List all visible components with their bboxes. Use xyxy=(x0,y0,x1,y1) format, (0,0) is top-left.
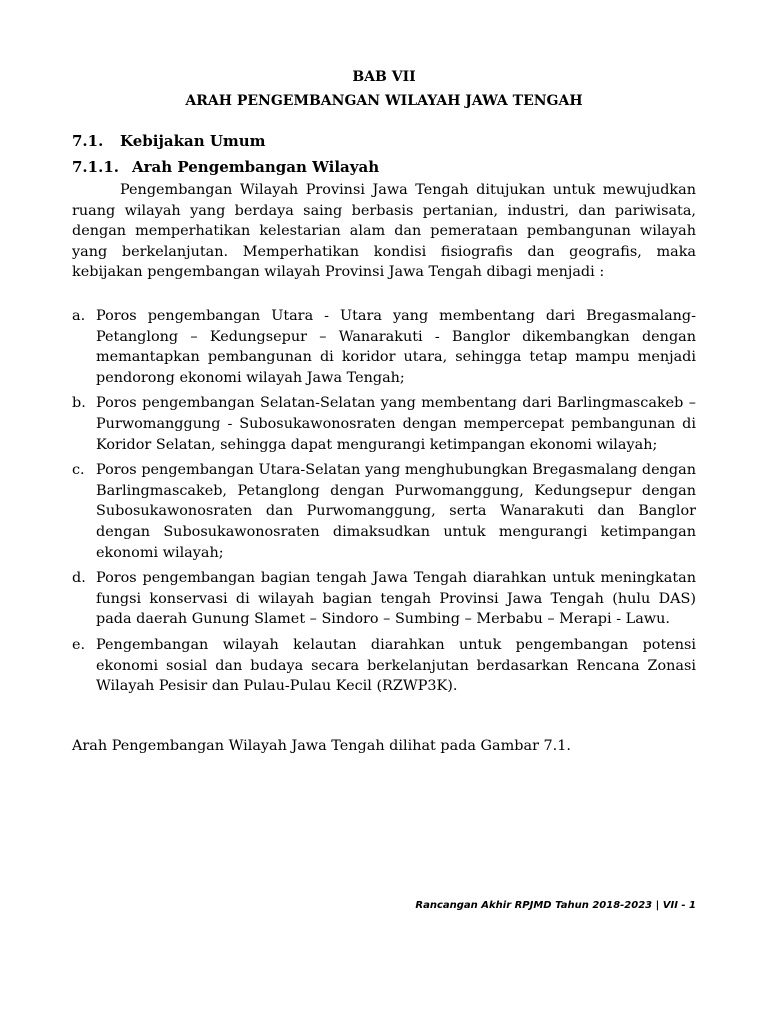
list-item xyxy=(72,568,696,630)
page-footer: Rancangan Akhir RPJMD Tahun 2018-2023 | VII - 1 xyxy=(415,900,696,911)
policy-list xyxy=(72,306,696,702)
chapter-number: BAB VII xyxy=(352,69,416,85)
list-item-text: Pengembangan wilayah kelautan diarahkan untuk pengembangan potensi ekonomi sosial dan budaya secara berkelanjutan berdasarkan Rencana Zonasi Wilayah Pesisir dan Pulau-Pulau Kecil (RZWP3K). xyxy=(96,636,696,695)
list-item-marker: e. xyxy=(72,636,86,653)
list-item-marker: c. xyxy=(72,462,85,479)
chapter-title: ARAH PENGEMBANGAN WILAYAH JAWA TENGAH xyxy=(185,93,583,109)
subsection-title: Arah Pengembangan Wilayah xyxy=(132,158,380,176)
intro-paragraph: Pengembangan Wilayah Provinsi Jawa Tengah ditujukan untuk mewujudkan ruang wilayah yang berdaya saing berbasis pertanian, industri, dan pariwisata, dengan memperhatikan kelestarian alam dan pemerataan pembangunan wilayah yang berkelanjutan. Memperhatikan kondisi fisiografis dan geografis, maka kebijakan pengembangan wilayah Provinsi Jawa Tengah dibagi menjadi : xyxy=(72,182,696,281)
subsection-number: 7.1.1. xyxy=(72,158,119,176)
list-item-marker: d. xyxy=(72,570,86,587)
list-item xyxy=(72,635,696,697)
section-heading xyxy=(72,130,266,152)
section-title: Kebijakan Umum xyxy=(120,132,266,150)
closing-paragraph: Arah Pengembangan Wilayah Jawa Tengah dilihat pada Gambar 7.1. xyxy=(72,738,571,754)
list-item-text: Poros pengembangan Utara - Utara yang membentang dari Bregasmalang-Petanglong – Kedungsepur – Wanarakuti - Banglor dikembangkan dengan memantapkan pembangunan di koridor utara, sehingga tetap mampu menjadi pendorong ekonomi wilayah Jawa Tengah; xyxy=(96,308,696,386)
list-item-marker: b. xyxy=(72,395,86,412)
list-item xyxy=(72,306,696,388)
list-item xyxy=(72,393,696,455)
list-item-text: Poros pengembangan Selatan-Selatan yang membentang dari Barlingmascakeb – Purwomanggung - Subosukawonosraten dengan mempercepat pembangunan di Koridor Selatan, sehingga dapat mengurangi ketimpangan ekonomi wilayah; xyxy=(96,395,696,453)
subsection-heading xyxy=(72,156,379,178)
section-number: 7.1. xyxy=(72,132,104,150)
list-item-text: Poros pengembangan bagian tengah Jawa Tengah diarahkan untuk meningkatan fungsi konservasi di wilayah bagian tengah Provinsi Jawa Tengah (hulu DAS) pada daerah Gunung Slamet – Sindoro – Sumbing – Merbabu – Merapi - Lawu. xyxy=(96,570,696,628)
list-item-marker: a. xyxy=(72,308,86,324)
list-item xyxy=(72,460,696,563)
list-item-text: Poros pengembangan Utara-Selatan yang menghubungkan Bregasmalang dengan Barlingmascakeb, Petanglong dengan Purwomanggung, Kedungsepur dengan Subosukawonosraten dan Purwomanggung, serta Wanarakuti dan Banglor dengan Subosukawonosraten dimaksudkan untuk mengurangi ketimpangan ekonomi wilayah; xyxy=(96,462,696,561)
